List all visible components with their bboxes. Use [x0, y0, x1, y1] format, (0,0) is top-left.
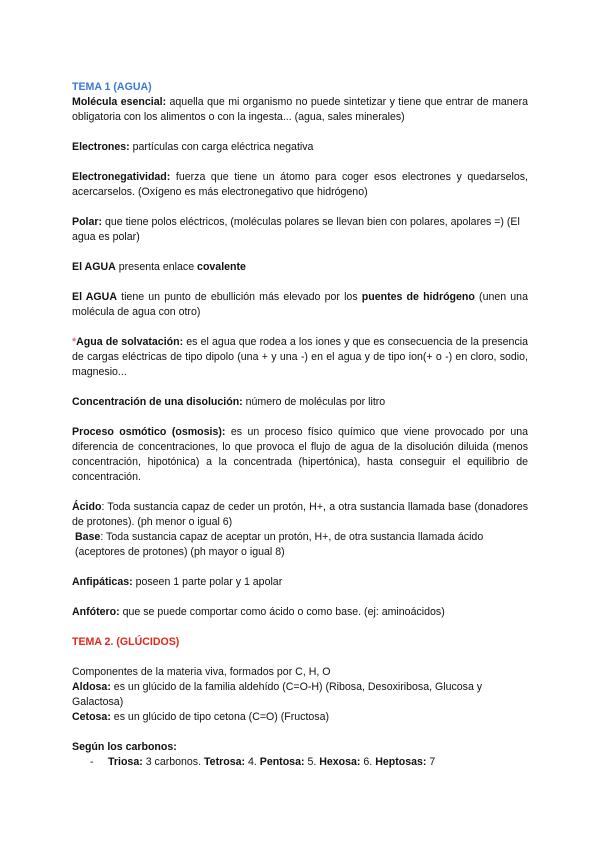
def-polar: Polar: que tiene polos eléctricos, (moléculas polares se llevan bien con polares, apolares =) (El agua es polar) [72, 216, 520, 243]
list-item [90, 755, 528, 770]
agua-ebullicion: El AGUA tiene un punto de ebullición más elevado por los puentes de hidrógeno (unen una molécula de agua con otro) [72, 291, 528, 318]
def-cetosa: Cetosa: es un glúcido de tipo cetona (C=O) (Fructosa) [72, 711, 330, 723]
agua-enlace: El AGUA presenta enlace covalente [72, 261, 246, 273]
def-molecula-esencial: Molécula esencial: aquella que mi organismo no puede sintetizar y tiene que entrar de manera obligatoria con los alimentos o con la ingesta... (agua, sales minerales) [72, 96, 528, 123]
def-anfipaticas: Anfipáticas: poseen 1 parte polar y 1 apolar [72, 576, 283, 588]
document-page [72, 80, 528, 770]
tema1-title: TEMA 1 (AGUA) [72, 81, 152, 93]
carbonos-heading: Según los carbonos: [72, 741, 177, 753]
bullet-dash: - [90, 756, 94, 768]
tema2-title: TEMA 2. (GLÚCIDOS) [72, 636, 180, 648]
def-acido: Ácido: Toda sustancia capaz de ceder un protón, H+, a otra sustancia llamada base (donadores de protones). (ph menor o igual 6) [72, 501, 528, 528]
def-base: Base: Toda sustancia capaz de aceptar un protón, H+, de otra sustancia llamada ácido (aceptores de protones) (ph mayor o igual 8) [75, 531, 484, 558]
def-electronegatividad: Electronegatividad: fuerza que tiene un átomo para coger esos electrones y quedarselos, acercarselos. (Oxígeno es más electronegativo que hidrógeno) [72, 171, 528, 198]
def-agua-solvatacion: *Agua de solvatación: es el agua que rodea a los iones y que es consecuencia de la presencia de cargas eléctricas de tipo dipolo (una + y una -) en el agua y de tipo ion(+ o -) en cloro, sodio, magnesio... [72, 336, 528, 378]
def-concentracion: Concentración de una disolución: número de moléculas por litro [72, 396, 386, 408]
def-proceso-osmotico: Proceso osmótico (osmosis): es un proceso físico químico que viene provocado por una diferencia de concentraciones, lo que provoca el flujo de agua de la disolución diluida (menos concentración, hipotónica) a la concentrada (hipertónica), hasta conseguir el equilibrio de concentración. [72, 426, 528, 483]
def-electrones: Electrones: partículas con carga eléctrica negativa [72, 141, 314, 153]
asterisk-marker: * [72, 336, 77, 348]
def-anfotero: Anfótero: que se puede comportar como ácido o como base. (ej: aminoácidos) [72, 606, 445, 618]
def-aldosa: Aldosa: es un glúcido de la familia aldehído (C=O-H) (Ribosa, Desoxiribosa, Glucosa y Galactosa) [72, 681, 483, 708]
componentes-text: Componentes de la materia viva, formados por C, H, O [72, 666, 331, 678]
carbonos-list-text: Triosa: 3 carbonos. Tetrosa: 4. Pentosa: 5. Hexosa: 6. Heptosas: 7 [108, 756, 436, 768]
